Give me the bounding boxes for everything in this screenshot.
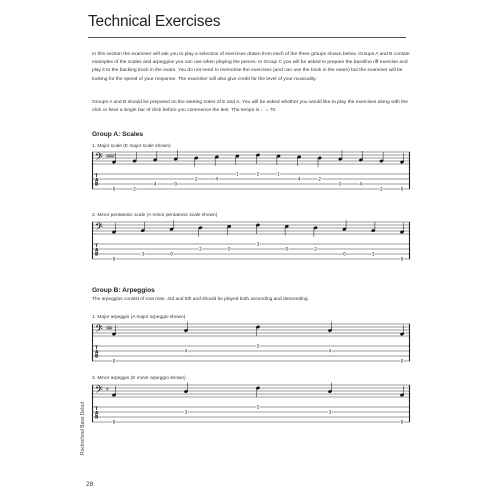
tab-clef-letter: T [95, 407, 98, 412]
notation-minor-arpeggio [92, 383, 410, 433]
tab-number: 3 [328, 409, 332, 415]
bass-clef: 𝄢 [95, 151, 103, 165]
bass-clef: 𝄢 [95, 323, 103, 337]
tab-number: 2 [314, 246, 317, 252]
tab-number: 2 [256, 171, 260, 177]
tab-clef-letter: T [95, 346, 98, 351]
key-signature: ♯♯♯♯ [106, 153, 114, 160]
notation-major-arpeggio [92, 322, 410, 372]
page-title: Technical Exercises [88, 13, 221, 30]
tab-number: 3 [256, 241, 260, 247]
side-label: Rockschool Bass Debut [80, 401, 86, 455]
notation-minor-pentatonic [92, 220, 410, 270]
bass-clef: 𝄢 [95, 221, 103, 235]
tab-number: 0 [400, 358, 404, 364]
group-b-description: The arpeggios consist of root note, 3rd and 5th and should be played both ascending and descending. [92, 297, 309, 302]
exercise-label-minor-arpeggio: 2. Minor arpeggio (E minor arpeggio shown) [92, 376, 186, 381]
tab-clef-letter: B [95, 182, 99, 188]
tab-number: 0 [400, 256, 404, 262]
exercise-label-minor-pentatonic: 2. Minor pentatonic scale (A minor pentatonic scale shown) [92, 213, 218, 218]
tab-number: 1 [236, 171, 239, 177]
tab-number: 0 [170, 251, 173, 257]
exercise-label-major-scale: 1. Major scale (E major scale shown) [92, 144, 171, 149]
tab-number: 0 [112, 186, 116, 192]
tab-number: 4 [215, 176, 219, 182]
tab-clef-letter: A [95, 248, 99, 254]
tab-number: 3 [141, 251, 145, 257]
tab-number: 2 [380, 186, 383, 192]
tab-number: 4 [328, 348, 332, 354]
tab-number: 0 [338, 181, 342, 187]
tab-number: 0 [400, 186, 404, 192]
tab-clef-letter: T [95, 174, 98, 179]
tab-number: 0 [174, 181, 178, 187]
tab-number: 2 [194, 176, 198, 182]
tab-number: 1 [277, 171, 280, 177]
tab-number: 3 [184, 409, 188, 415]
tab-number: 2 [318, 176, 322, 182]
page-number: 28 [86, 481, 94, 488]
tab-number: 2 [133, 186, 136, 192]
tab-number: 0 [112, 419, 116, 425]
tab-number: 2 [256, 404, 260, 410]
key-signature: ♯ [106, 386, 108, 393]
tab-number: 0 [343, 251, 346, 257]
tab-number: 3 [371, 251, 375, 257]
tab-clef-letter: B [95, 252, 99, 258]
tab-clef-letter: T [95, 244, 98, 249]
group-b-heading: Group B: Arpeggios [92, 287, 155, 294]
key-signature: ♯♯♯ [106, 325, 112, 332]
tab-number: 4 [297, 176, 301, 182]
tab-number: 4 [359, 181, 363, 187]
title-rule [88, 37, 406, 38]
group-a-heading: Group A: Scales [92, 131, 144, 138]
tab-number: 4 [184, 348, 188, 354]
notation-major-scale [92, 150, 410, 200]
bass-clef: 𝄢 [95, 384, 103, 398]
tab-number: 0 [112, 256, 116, 262]
tab-clef-letter: B [95, 354, 99, 360]
tab-number: 0 [285, 246, 289, 252]
tab-number: 0 [227, 246, 231, 252]
intro-paragraph-1: In this section the examiner will ask you to play a selection of exercises drawn from each of the three groups shown below. Groups A and B contain examples of the scales and arpeggios you can use when playing the pieces. In Group C you will be asked to prepare the bassline riff exercise and play it to the backing track in the exam. You do not need to memorise the exercises (and can use the book in the exam) but the examiner will be looking for the speed of your response. The examiner will also give credit for the level of your musicality. [92, 52, 410, 82]
tab-number: 2 [199, 246, 202, 252]
tab-number: 4 [153, 181, 157, 187]
exercise-label-major-arpeggio: 1. Major arpeggio (A major arpeggio shown) [92, 315, 186, 320]
tab-clef-letter: A [95, 178, 99, 184]
tab-number: 0 [112, 358, 116, 364]
tab-clef-letter: A [95, 411, 99, 417]
tab-clef-letter: B [95, 415, 99, 421]
tab-number: 0 [400, 419, 404, 425]
intro-paragraph-2: Groups A and B should be prepared on the starting notes of E and A. You will be asked whether you would like to play the exercises along with the click or hear a single bar of click before you commence the test. The tempo is ♩= 70. [92, 100, 408, 114]
tab-number: 2 [256, 343, 260, 349]
tab-clef-letter: A [95, 350, 99, 356]
